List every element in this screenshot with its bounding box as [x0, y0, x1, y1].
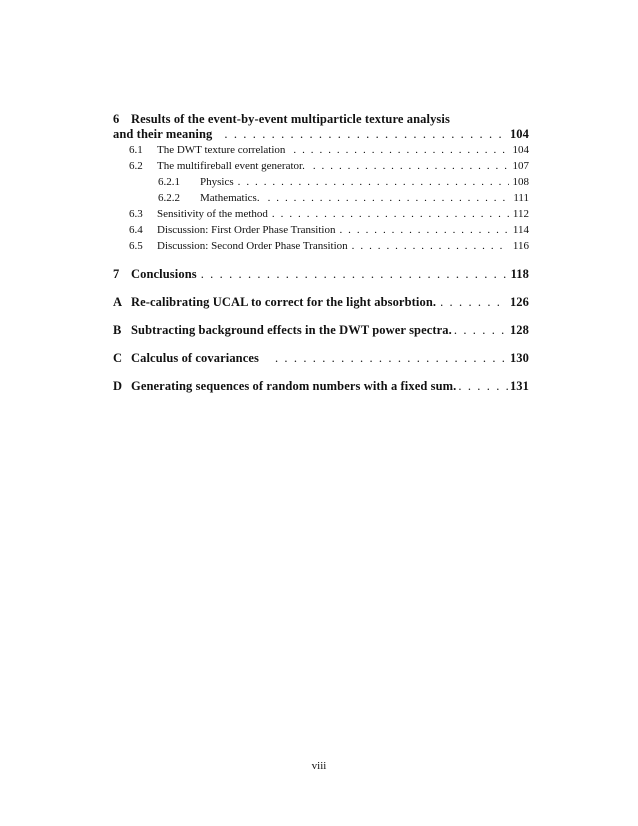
- subsection-page: 111: [513, 192, 529, 204]
- section-page: 112: [512, 208, 529, 220]
- dot-leaders: [238, 176, 509, 188]
- toc-section: [113, 144, 529, 160]
- toc-appendix-a: [113, 295, 529, 312]
- chapter-number: D: [113, 379, 123, 393]
- section-number: 6.4: [129, 224, 143, 236]
- dot-leaders: [458, 379, 508, 394]
- toc-chapter-6: [113, 112, 529, 144]
- chapter-number: 7: [113, 267, 120, 281]
- toc-appendix-d: [113, 379, 529, 396]
- section-title: The multifireball event generator.: [157, 160, 305, 172]
- chapter-title: Conclusions: [131, 267, 197, 281]
- toc-subsection: [113, 192, 529, 208]
- section-title: Discussion: First Order Phase Transition: [157, 224, 336, 236]
- chapter-page: 128: [509, 323, 529, 337]
- dot-leaders: [275, 351, 506, 366]
- dot-leaders: [454, 323, 508, 338]
- chapter-number: A: [113, 295, 123, 309]
- chapter-number: 6: [113, 112, 120, 126]
- chapter-title: Re-calibrating UCAL to correct for the light absorbtion.: [131, 295, 437, 309]
- toc-subsection: [113, 176, 529, 192]
- dot-leaders: [313, 160, 509, 172]
- page-number: viii: [311, 760, 327, 772]
- dot-leaders: [293, 144, 508, 156]
- toc-section: [113, 240, 529, 256]
- chapter-number: B: [113, 323, 122, 337]
- chapter-page: 131: [509, 379, 529, 393]
- section-title: The DWT texture correlation: [157, 144, 286, 156]
- dot-leaders: [224, 127, 506, 142]
- toc-appendix-b: [113, 323, 529, 340]
- section-number: 6.3: [129, 208, 143, 220]
- section-number: 6.1: [129, 144, 143, 156]
- dot-leaders: [201, 267, 507, 282]
- chapter-title: Generating sequences of random numbers with a fixed sum.: [131, 379, 457, 393]
- section-page: 104: [512, 144, 529, 156]
- toc-section: [113, 208, 529, 224]
- toc-section: [113, 160, 529, 176]
- dot-leaders: [352, 240, 509, 252]
- dot-leaders: [440, 295, 506, 310]
- chapter-page: 118: [510, 267, 529, 281]
- subsection-number: 6.2.2: [158, 192, 180, 204]
- subsection-title: Mathematics.: [200, 192, 260, 204]
- subsection-title: Physics: [200, 176, 234, 188]
- section-page: 116: [512, 240, 529, 252]
- toc-appendix-c: [113, 351, 529, 368]
- section-page: 114: [512, 224, 529, 236]
- subsection-number: 6.2.1: [158, 176, 180, 188]
- chapter-title-line-1: Results of the event-by-event multiparticle texture analysis: [131, 112, 450, 126]
- dot-leaders: [272, 208, 509, 220]
- chapter-page: 104: [509, 127, 529, 141]
- table-of-contents: [113, 112, 529, 396]
- section-title: Discussion: Second Order Phase Transition: [157, 240, 348, 252]
- chapter-page: 126: [509, 295, 529, 309]
- chapter-title: Calculus of covariances: [131, 351, 259, 365]
- dot-leaders: [268, 192, 510, 204]
- chapter-title-line-2: and their meaning: [113, 127, 213, 141]
- toc-section: [113, 224, 529, 240]
- section-number: 6.2: [129, 160, 143, 172]
- chapter-number: C: [113, 351, 123, 365]
- section-number: 6.5: [129, 240, 143, 252]
- dot-leaders: [339, 224, 508, 236]
- chapter-page: 130: [509, 351, 529, 365]
- toc-chapter-7: [113, 267, 529, 284]
- subsection-page: 108: [512, 176, 529, 188]
- section-title: Sensitivity of the method: [157, 208, 268, 220]
- chapter-title: Subtracting background effects in the DWT power spectra.: [131, 323, 452, 337]
- section-page: 107: [512, 160, 529, 172]
